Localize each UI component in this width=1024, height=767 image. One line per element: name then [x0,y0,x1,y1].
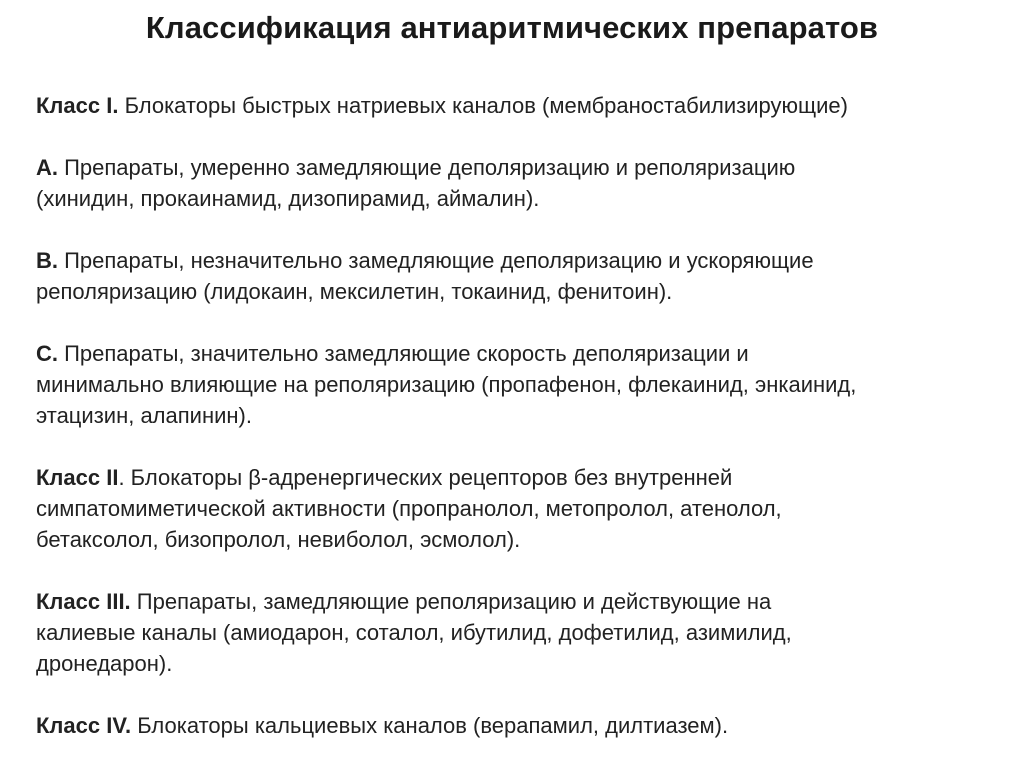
paragraph-text-line: реполяризацию (лидокаин, мексилетин, токаинид, фенитоин). [36,279,673,304]
paragraph-subclass-c [36,338,1006,431]
paragraph-text-line: . Блокаторы β-адренергических рецепторов без внутренней [118,465,733,490]
paragraph-text-line: минимально влияющие на реполяризацию (пропафенон, флекаинид, энкаинид, [36,372,857,397]
paragraph-label: С. [36,341,58,366]
paragraph-text-line: этацизин, алапинин). [36,403,252,428]
paragraph-label: А. [36,155,58,180]
paragraph-text-line: Блокаторы кальциевых каналов (верапамил, дилтиазем). [131,713,729,738]
paragraph-text-line: Препараты, замедляющие реполяризацию и действующие на [130,589,772,614]
paragraph-text-line: дронедарон). [36,651,173,676]
paragraph-text-line: (хинидин, прокаинамид, дизопирамид, аймалин). [36,186,540,211]
paragraph-class-iii [36,586,1006,679]
paragraph-subclass-a [36,152,1006,214]
paragraph-text-line: симпатомиметической активности (пропранолол, метопролол, атенолол, [36,496,782,521]
paragraph-text-line: Препараты, умеренно замедляющие деполяризацию и реполяризацию [58,155,796,180]
paragraph-class-ii [36,462,1006,555]
paragraph-subclass-b [36,245,1006,307]
slide-title: Классификация антиаритмических препаратов [145,10,879,45]
paragraph-text-line: Блокаторы быстрых натриевых каналов (мембраностабилизирующие) [118,93,848,118]
paragraph-label: Класс IV. [36,713,132,738]
paragraph-label: Класс III. [36,589,131,614]
paragraph-text-line: Препараты, незначительно замедляющие деполяризацию и ускоряющие [58,248,814,273]
paragraph-label: Класс I. [36,93,119,118]
paragraph-text-line: бетаксолол, бизопролол, невиболол, эсмолол). [36,527,521,552]
paragraph-class-i [36,90,1006,121]
paragraph-text-line: калиевые каналы (амиодарон, соталол, ибутилид, дофетилид, азимилид, [36,620,792,645]
paragraph-label: В. [36,248,58,273]
paragraph-class-iv [36,710,1006,741]
paragraph-text-line: Препараты, значительно замедляющие скорость деполяризации и [58,341,749,366]
classification-list [36,90,1006,741]
paragraph-label: Класс II [36,465,119,490]
